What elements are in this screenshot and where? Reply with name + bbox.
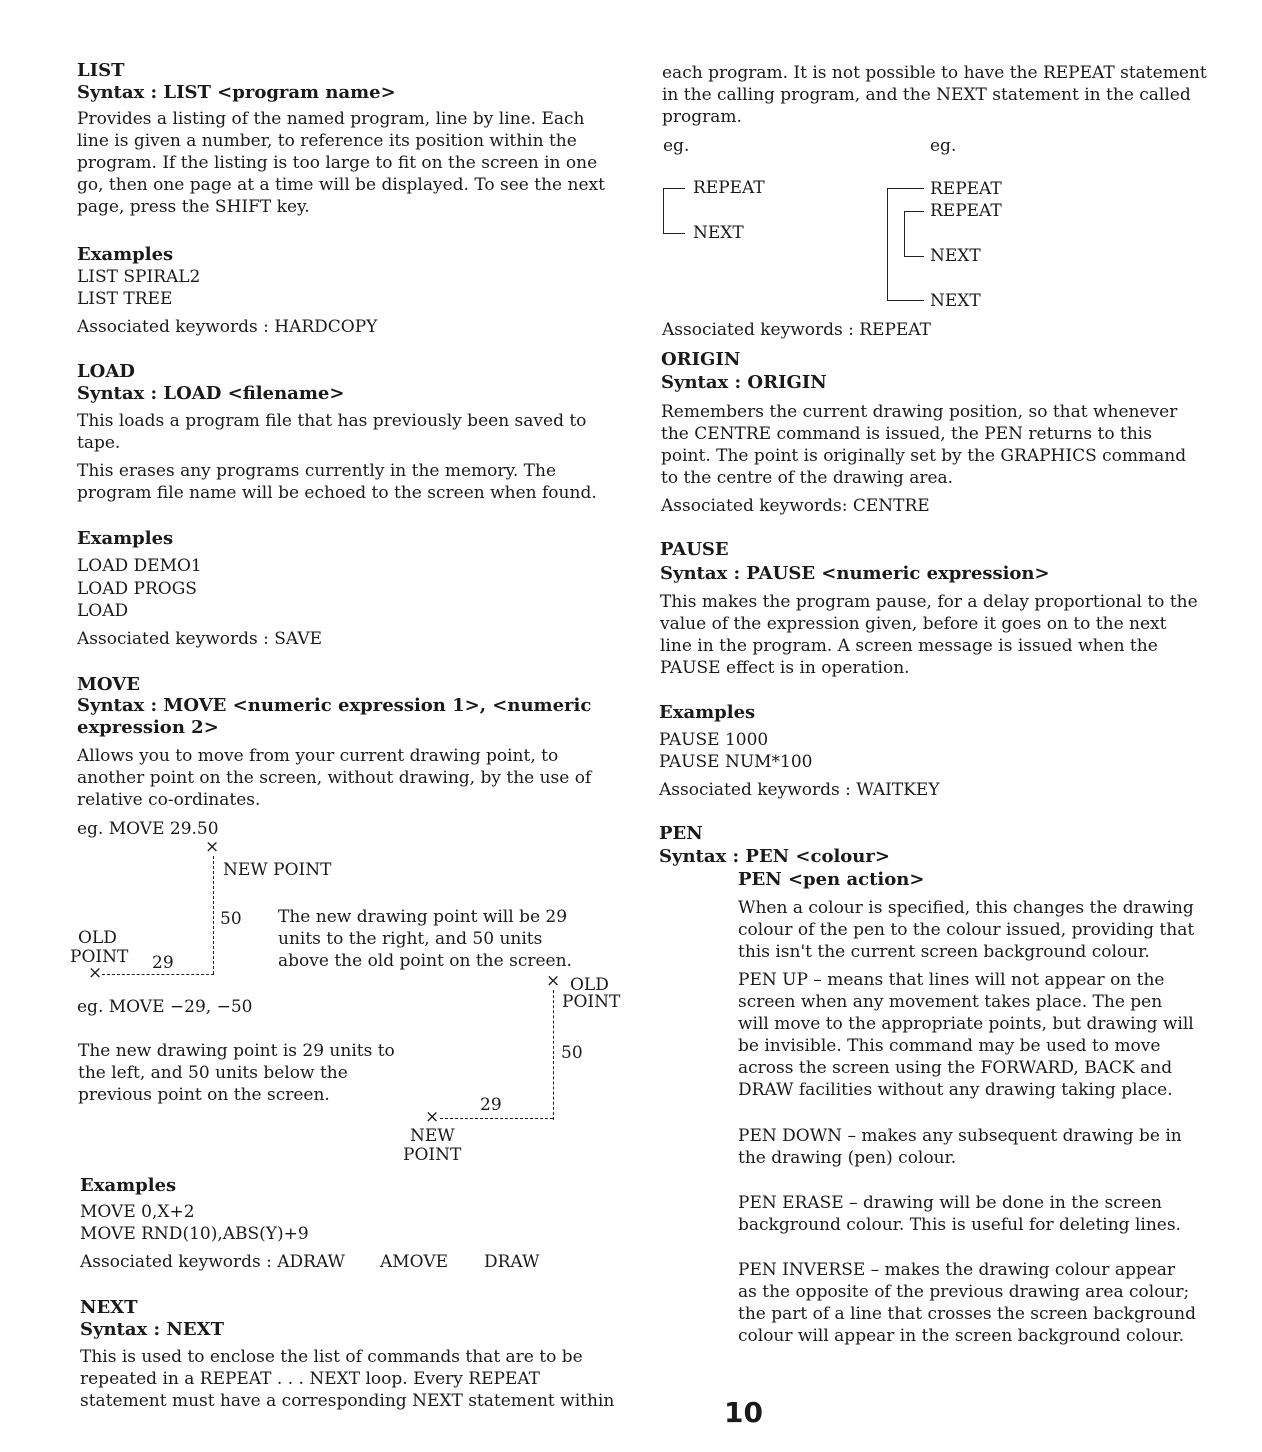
new-point-marker-icon: × (425, 1107, 440, 1127)
outer-bracket-side (887, 188, 888, 300)
diag1-note: The new drawing point will be 29 units to the right, and 50 units above the old point on the screen. (278, 907, 572, 971)
move-description: Allows you to move from your current drawing point, to another point on the screen, without drawing, by the use of relative co-ordinates. (77, 746, 592, 810)
pause-title: PAUSE (660, 539, 729, 560)
next-eg-left: eg. (663, 136, 690, 156)
inner-bracket-side (904, 211, 905, 256)
pen-title: PEN (659, 823, 703, 844)
left-next-label: NEXT (693, 223, 744, 243)
pen-syntax-2: PEN <pen action> (738, 869, 925, 890)
right-repeat-1-label: REPEAT (930, 179, 1002, 199)
next-syntax: Syntax : NEXT (80, 1319, 224, 1340)
right-repeat-2-label: REPEAT (930, 201, 1002, 221)
move-example-1-label: eg. MOVE 29.50 (77, 819, 219, 839)
new-point-marker-icon: × (205, 837, 220, 857)
diag2-new-label: NEW (410, 1126, 455, 1146)
pen-paragraph-inverse: PEN INVERSE – makes the drawing colour appear as the opposite of the previous drawing area colour; the part of a line that crosses the screen background colour will appear in the screen background colour. (738, 1260, 1197, 1346)
next-title: NEXT (80, 1297, 138, 1318)
move-description-2: The new drawing point is 29 units to the left, and 50 units below the previous point on the screen. (78, 1041, 395, 1105)
origin-description: Remembers the current drawing position, so that whenever the CENTRE command is issued, the PEN returns to this point. The point is originally set by the GRAPHICS command to the centre of the drawing area. (661, 402, 1187, 488)
list-examples-heading: Examples (77, 244, 174, 265)
move-title: MOVE (77, 674, 140, 695)
diag2-twentynine-label: 29 (480, 1095, 502, 1115)
move-syntax: Syntax : MOVE <numeric expression 1>, <numeric expression 2> (77, 695, 592, 738)
diag2-point-label-2: POINT (403, 1145, 462, 1165)
next-eg-right: eg. (930, 136, 957, 156)
list-example-1: LIST SPIRAL2 (77, 267, 201, 287)
list-description: Provides a listing of the named program, line by line. Each line is given a number, to reference its position within the program. If the listing is too large to fit on the screen in one go, then one page at a time will be displayed. To see the next page, press the SHIFT key. (77, 109, 605, 217)
load-title: LOAD (77, 361, 135, 382)
diag2-fifty-label: 50 (561, 1043, 583, 1063)
right-next-2-label: NEXT (930, 291, 981, 311)
right-next-1-label: NEXT (930, 246, 981, 266)
list-syntax: Syntax : LIST <program name> (77, 82, 396, 103)
left-repeat-label: REPEAT (693, 178, 765, 198)
pause-description: This makes the program pause, for a delay proportional to the value of the expression given, before it goes on to the next line in the program. A screen message is issued when the PAUSE effect is in operation. (660, 592, 1198, 678)
load-description-2: This erases any programs currently in the memory. The program file name will be echoed to the screen when found. (77, 461, 597, 503)
load-syntax: Syntax : LOAD <filename> (77, 383, 345, 404)
pause-example-2: PAUSE NUM*100 (659, 752, 813, 772)
diag1-fifty-label: 50 (220, 909, 242, 929)
load-example-2: LOAD PROGS (77, 579, 197, 599)
pen-paragraph-up: PEN UP – means that lines will not appear on the screen when any movement takes place. The pen will move to the appropriate points, but drawing will be invisible. This command may be used to move across the screen using the FORWARD, BACK and DRAW facilities without any drawing taking place. (738, 970, 1194, 1100)
pen-paragraph-down: PEN DOWN – makes any subsequent drawing be in the drawing (pen) colour. (738, 1126, 1182, 1168)
move-associated-keyword-amove: AMOVE (380, 1252, 449, 1272)
pause-examples-heading: Examples (659, 702, 756, 723)
bracket-top (663, 188, 685, 189)
pen-paragraph-erase: PEN ERASE – drawing will be done in the screen background colour. This is useful for deleting lines. (738, 1193, 1181, 1235)
load-description-1: This loads a program file that has previously been saved to tape. (77, 411, 587, 453)
next-description-continued: each program. It is not possible to have the REPEAT statement in the calling program, and the NEXT statement in the called program. (662, 63, 1207, 127)
next-associated-keywords: Associated keywords : REPEAT (662, 320, 931, 340)
list-title: LIST (77, 60, 125, 81)
horizontal-offset-line (102, 974, 214, 975)
origin-associated-keywords: Associated keywords: CENTRE (661, 496, 930, 516)
move-examples-heading: Examples (80, 1175, 177, 1196)
list-example-2: LIST TREE (77, 289, 173, 309)
move-associated-keywords: Associated keywords : ADRAW (80, 1252, 346, 1272)
next-description: This is used to enclose the list of commands that are to be repeated in a REPEAT . . . NEXT loop. Every REPEAT statement must have a corresponding NEXT statement within (80, 1347, 615, 1411)
diag1-twentynine-label: 29 (152, 953, 174, 973)
diag2-point-label: POINT (562, 992, 621, 1012)
origin-title: ORIGIN (661, 349, 741, 370)
pen-paragraph-1: When a colour is specified, this changes the drawing colour of the pen to the colour issued, providing that this isn't the current screen background colour. (738, 898, 1195, 962)
origin-syntax: Syntax : ORIGIN (661, 372, 827, 393)
inner-bracket-top (904, 211, 924, 212)
outer-bracket-top (887, 188, 924, 189)
load-associated-keywords: Associated keywords : SAVE (77, 629, 323, 649)
load-example-1: LOAD DEMO1 (77, 556, 202, 576)
outer-bracket-bottom (887, 300, 924, 301)
vertical-offset-line (213, 856, 214, 974)
horizontal-offset-line (440, 1118, 553, 1119)
load-example-3: LOAD (77, 601, 129, 621)
pause-syntax: Syntax : PAUSE <numeric expression> (660, 563, 1050, 584)
bracket-side (663, 188, 664, 233)
diag1-old-label: OLD (78, 928, 117, 948)
move-example-2: MOVE RND(10),ABS(Y)+9 (80, 1224, 309, 1244)
pause-example-1: PAUSE 1000 (659, 730, 769, 750)
diag2-old-label: OLD (570, 975, 609, 995)
move-example-1: MOVE 0,X+2 (80, 1202, 195, 1222)
diag1-point-label: POINT (70, 947, 129, 967)
page-number: 10 (724, 1396, 763, 1429)
load-examples-heading: Examples (77, 528, 174, 549)
inner-bracket-bottom (904, 256, 924, 257)
pause-associated-keywords: Associated keywords : WAITKEY (659, 780, 940, 800)
old-point-marker-icon: × (88, 963, 103, 983)
vertical-offset-line (553, 990, 554, 1120)
diag1-new-point-label: NEW POINT (223, 860, 332, 880)
move-associated-keyword-draw: DRAW (484, 1252, 540, 1272)
bracket-bottom (663, 233, 685, 234)
list-associated-keywords: Associated keywords : HARDCOPY (77, 317, 378, 337)
move-example-2-label: eg. MOVE −29, −50 (77, 997, 253, 1017)
pen-syntax-1: Syntax : PEN <colour> (659, 846, 890, 867)
old-point-marker-icon: × (546, 971, 561, 991)
